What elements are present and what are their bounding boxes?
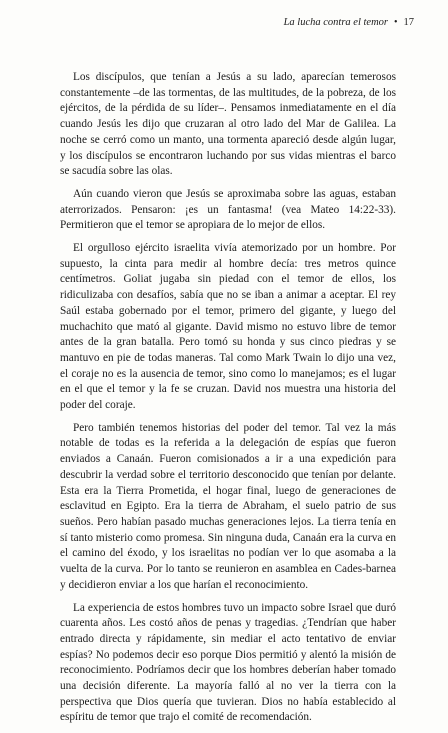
page-number: 17 xyxy=(403,17,414,28)
paragraph: Los discípulos, que tenían a Jesús a su lado, aparecían temerosos constantemente –de las tormentas, de las multitudes, de la pobreza, de los ejércitos, de la pérdida de su líder–. Pensamos inmediatamente en el día cuando Jesús les dijo que cruzaran al otro lado del Mar de Galilea. La noche se cerró como un manto, una tormenta apareció desde algún lugar, y los discípulos se encontraron luchando por sus vidas mientras el barco se sacudía sobre las olas. xyxy=(60,71,396,178)
paragraph: El orgulloso ejército israelita vivía atemorizado por un hombre. Por supuesto, la cinta para medir al hombre decía: tres metros quince centímetros. Goliat jugaba sin piedad con el temor de ellos, los ridiculizaba con desafíos, sabía que no se iban a animar a aceptar. El rey Saúl estaba gobernado por el temor, primero del gigante, y luego del muchachito que mató al gigante. David mismo no estuvo libre de temor antes de la gran batalla. Pero tomó su honda y sus cinco piedras y se mantuvo en pie de todas maneras. Tal como Mark Twain lo dijo una vez, el coraje no es la ausencia de temor, sino como lo manejamos; es el lugar en el que el temor y la fe se cruzan. David nos muestra una historia del poder del coraje. xyxy=(60,242,396,412)
chapter-title: La lucha contra el temor xyxy=(283,17,388,28)
paragraph: Aún cuando vieron que Jesús se aproximaba sobre las aguas, estaban aterrorizados. Pensaron: ¡es un fantasma! (vea Mateo 14:22-33). Permitieron que el temor se apropiara de lo mejor de ellos. xyxy=(60,187,396,232)
body-text xyxy=(60,70,396,733)
paragraph: Pero también tenemos historias del poder del temor. Tal vez la más notable de todas es la referida a la delegación de espías que fueron enviados a Canaán. Fueron comisionados a ir a una expedición para descubrir la verdad sobre el territorio desconocido que tenían por delante. Esta era la Tierra Prometida, el hogar final, luego de generaciones de esclavitud en Egipto. Era la tierra de Abraham, el suelo patrio de sus sueños. Pero habían pasado muchas generaciones lejos. La tierra tenía en sí tanto misterio como promesa. Sin ninguna duda, Canaán era la curva en el camino del éxodo, y los israelitas no podían ver lo que asomaba a la vuelta de la curva. Por lo tanto se reunieron en asamblea en Cades-barnea y decidieron enviar a los que harían el reconocimiento. xyxy=(60,421,396,591)
running-header xyxy=(284,17,414,28)
header-bullet: • xyxy=(393,17,398,28)
paragraph: La experiencia de estos hombres tuvo un impacto sobre Israel que duró cuarenta años. Les costó años de penas y tragedias. ¿Tendrían que haber entrado directa y rápidamente, sin mediar el acto tentativo de enviar espías? No podemos decir eso porque Dios permitió y alentó la misión de reconocimiento. Podríamos decir que los hombres deberían haber tomado una decisión diferente. La mayoría falló al no ver la tierra con la perspectiva que Dios quería que tuvieran. Dios no había establecido al espíritu de temor que trajo el comité de recomendación. xyxy=(60,601,396,724)
